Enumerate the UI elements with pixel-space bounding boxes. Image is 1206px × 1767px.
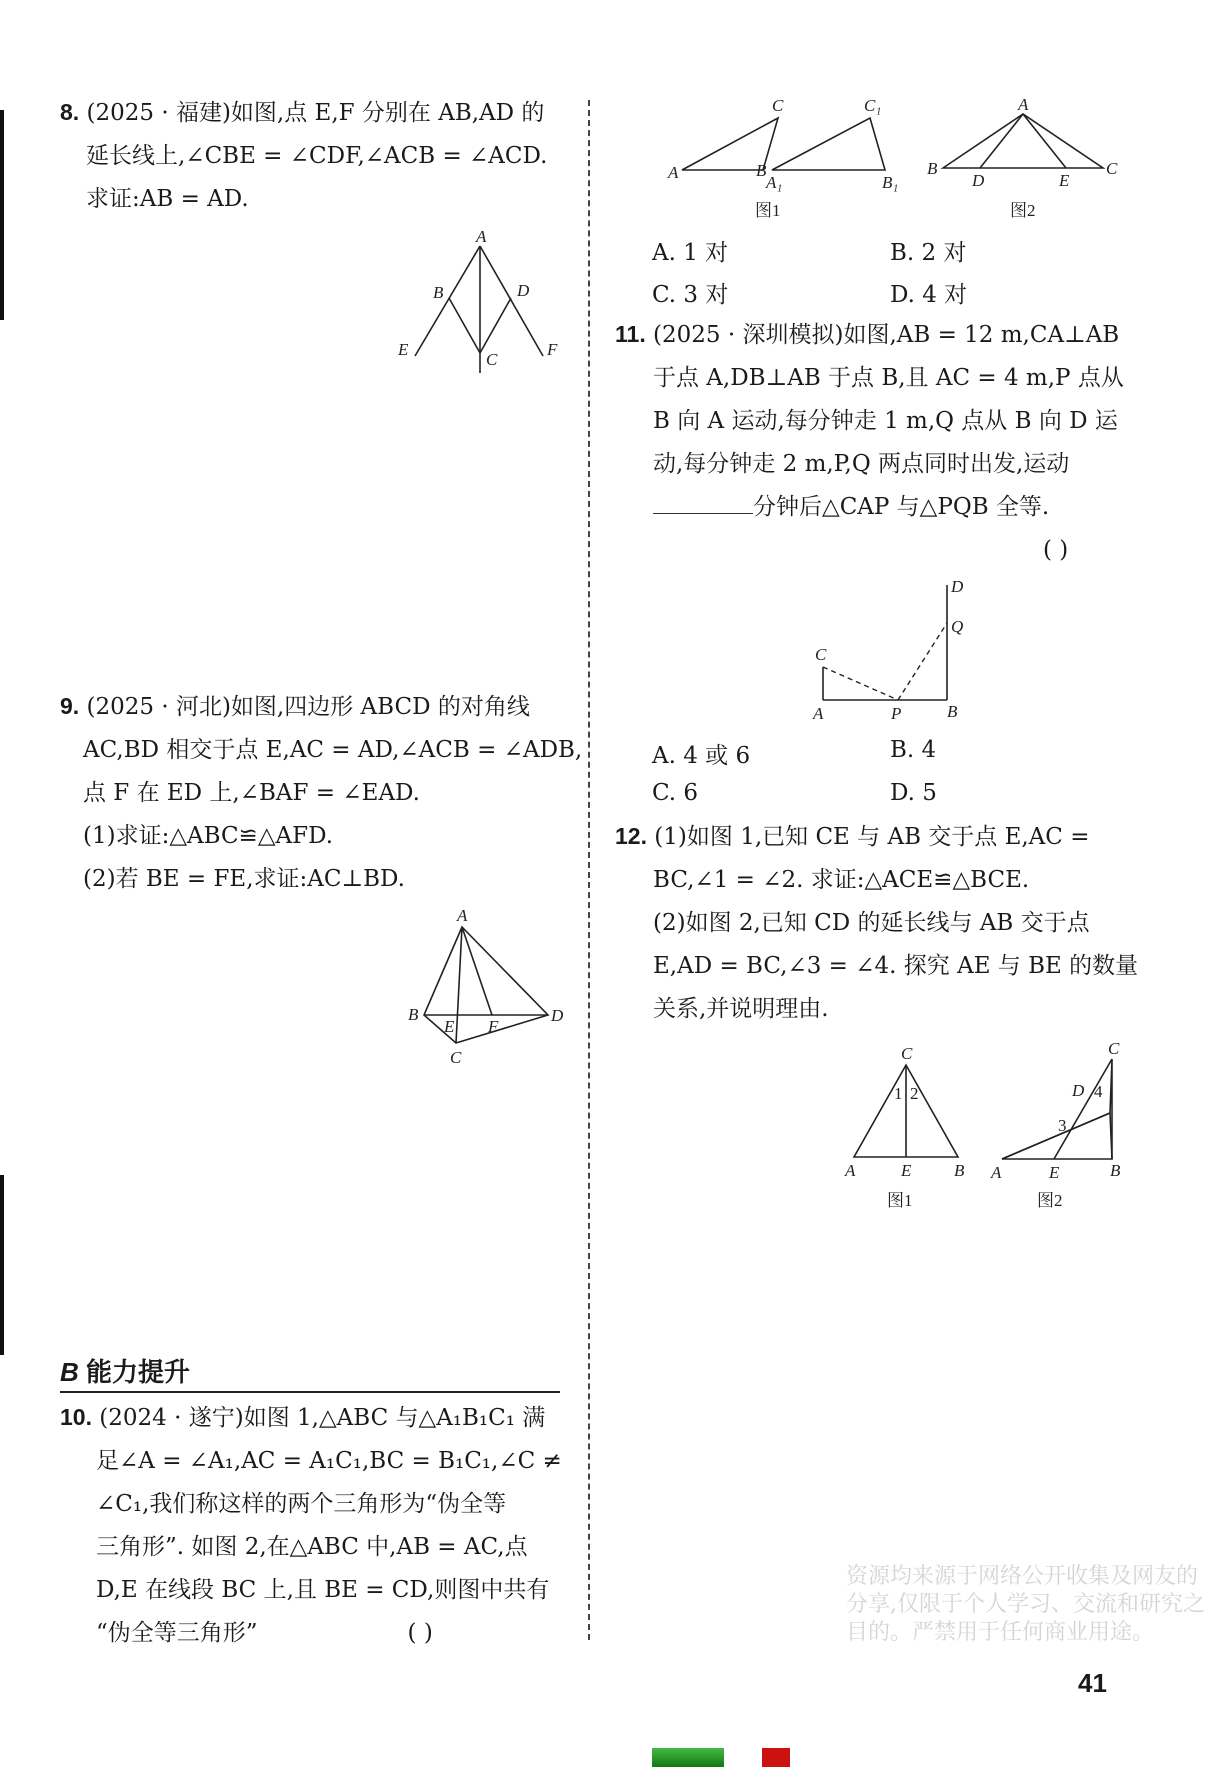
point-label: C bbox=[1106, 159, 1118, 178]
question-text-line: (2024 · 遂宁)如图 1,△ABC 与△A₁B₁C₁ 满 bbox=[99, 1405, 546, 1431]
question-text-line: (2025 · 深圳模拟)如图,AB = 12 m,CA⊥AB bbox=[653, 322, 1120, 348]
question-text-line: BC,∠1 = ∠2. 求证:△ACE≌△BCE. bbox=[653, 867, 1030, 893]
point-label: C bbox=[815, 645, 827, 664]
point-label: P bbox=[891, 704, 902, 723]
answer-blank[interactable] bbox=[653, 513, 753, 514]
figure-q10 bbox=[660, 88, 1120, 228]
question-text-line: 三角形”. 如图 2,在△ABC 中,AB = AC,点 bbox=[96, 1534, 528, 1560]
point-label: E bbox=[1049, 1163, 1060, 1182]
point-label: C bbox=[1108, 1039, 1120, 1058]
angle-label: 2 bbox=[910, 1084, 919, 1103]
option-a[interactable]: A. 1 对 bbox=[652, 240, 729, 266]
question-text-line: (1)求证:△ABC≌△AFD. bbox=[83, 823, 334, 849]
point-label: B bbox=[1110, 1161, 1121, 1180]
option-d[interactable]: D. 4 对 bbox=[890, 282, 968, 308]
point-label: E bbox=[1059, 171, 1070, 190]
option-b[interactable]: B. 2 对 bbox=[890, 240, 967, 266]
point-label: B bbox=[433, 283, 444, 302]
question-text-line: 点 F 在 ED 上,∠BAF = ∠EAD. bbox=[83, 780, 420, 806]
figure-caption: 图2 bbox=[1010, 201, 1036, 220]
question-text-line: 分钟后△CAP 与△PQB 全等. bbox=[753, 494, 1050, 520]
question-text-line: AC,BD 相交于点 E,AC = AD,∠ACB = ∠ADB, bbox=[83, 737, 583, 763]
point-label: A bbox=[813, 704, 824, 723]
question-8 bbox=[60, 91, 547, 221]
angle-label: 1 bbox=[894, 1084, 903, 1103]
point-label: C₁ bbox=[864, 96, 882, 115]
question-9 bbox=[60, 685, 582, 901]
point-label: B bbox=[947, 702, 958, 721]
point-label: D bbox=[1072, 1081, 1085, 1100]
point-label: A bbox=[845, 1161, 856, 1180]
column-divider bbox=[588, 100, 590, 1640]
point-label: E bbox=[398, 340, 409, 359]
point-label: A₁ bbox=[766, 173, 783, 192]
question-text-line: (2025 · 福建)如图,点 E,F 分别在 AB,AD 的 bbox=[86, 100, 545, 126]
point-label: E bbox=[901, 1161, 912, 1180]
question-10 bbox=[60, 1396, 562, 1655]
question-text-line: B 向 A 运动,每分钟走 1 m,Q 点从 B 向 D 运 bbox=[653, 408, 1118, 434]
point-label: A bbox=[476, 228, 487, 246]
question-number: 11. bbox=[615, 321, 646, 347]
footer-color-bar bbox=[652, 1748, 724, 1767]
question-text-line: “伪全等三角形” bbox=[96, 1620, 258, 1646]
left-edge-mark bbox=[0, 110, 4, 320]
figure-caption: 图1 bbox=[887, 1191, 913, 1210]
question-11 bbox=[615, 313, 1124, 572]
point-label: F bbox=[547, 340, 558, 359]
figure-q12 bbox=[840, 1035, 1140, 1215]
point-label: B bbox=[954, 1161, 965, 1180]
point-label: A bbox=[457, 906, 468, 925]
option-c[interactable]: C. 6 bbox=[652, 780, 699, 806]
point-label: C bbox=[486, 350, 498, 369]
question-text-line: (2)如图 2,已知 CD 的延长线与 AB 交于点 bbox=[653, 910, 1090, 936]
question-text-line: (2025 · 河北)如图,四边形 ABCD 的对角线 bbox=[86, 694, 530, 720]
section-header bbox=[60, 1352, 560, 1393]
figure-q9 bbox=[400, 905, 570, 1075]
question-text-line: ∠C₁,我们称这样的两个三角形为“伪全等 bbox=[96, 1491, 507, 1517]
question-text-line: E,AD = BC,∠3 = ∠4. 探究 AE 与 BE 的数量 bbox=[653, 953, 1139, 979]
watermark: 资源均来源于网络公开收集及网友的分享,仅限于个人学习、交流和研究之目的。严禁用于任何商业用途。 bbox=[846, 1564, 1205, 1645]
option-b[interactable]: B. 4 bbox=[890, 737, 937, 763]
point-label: C bbox=[772, 96, 784, 115]
angle-label: 3 bbox=[1058, 1116, 1067, 1135]
point-label: B bbox=[408, 1005, 419, 1024]
option-a[interactable]: A. 4 或 6 bbox=[652, 743, 751, 769]
point-label: F bbox=[488, 1017, 499, 1036]
option-d[interactable]: D. 5 bbox=[890, 780, 937, 806]
point-label: C bbox=[901, 1044, 913, 1063]
question-text-line: 于点 A,DB⊥AB 于点 B,且 AC = 4 m,P 点从 bbox=[653, 365, 1124, 391]
answer-bracket: ( ) bbox=[1043, 537, 1069, 563]
left-edge-mark bbox=[0, 1175, 4, 1355]
section-title: 能力提升 bbox=[86, 1357, 191, 1387]
question-text-line: 延长线上,∠CBE = ∠CDF,∠ACB = ∠ACD. bbox=[86, 143, 548, 169]
question-number: 9. bbox=[60, 693, 80, 719]
question-number: 8. bbox=[60, 99, 80, 125]
point-label: D bbox=[972, 171, 985, 190]
question-text-line: (2)若 BE = FE,求证:AC⊥BD. bbox=[83, 866, 405, 892]
point-label: D bbox=[951, 577, 964, 596]
point-label: E bbox=[444, 1017, 455, 1036]
point-label: A bbox=[991, 1163, 1002, 1182]
figure-caption: 图2 bbox=[1037, 1191, 1063, 1210]
question-number: 12. bbox=[615, 823, 647, 849]
question-text-line: (1)如图 1,已知 CE 与 AB 交于点 E,AC = bbox=[654, 824, 1090, 850]
question-text-line: 足∠A = ∠A₁,AC = A₁C₁,BC = B₁C₁,∠C ≠ bbox=[96, 1448, 562, 1474]
angle-label: 4 bbox=[1094, 1082, 1103, 1101]
point-label: B₁ bbox=[882, 173, 899, 192]
point-label: D bbox=[517, 281, 530, 300]
answer-bracket: ( ) bbox=[407, 1620, 433, 1646]
question-text-line: D,E 在线段 BC 上,且 BE = CD,则图中共有 bbox=[96, 1577, 550, 1603]
figure-q11 bbox=[805, 575, 985, 725]
question-text-line: 求证:AB = AD. bbox=[86, 186, 249, 212]
question-number: 10. bbox=[60, 1404, 92, 1430]
figure-q8 bbox=[395, 228, 575, 378]
section-letter: B bbox=[60, 1357, 79, 1387]
point-label: B bbox=[927, 159, 938, 178]
figure-caption: 图1 bbox=[755, 201, 781, 220]
question-12 bbox=[615, 815, 1138, 1031]
option-c[interactable]: C. 3 对 bbox=[652, 282, 729, 308]
point-label: Q bbox=[951, 617, 964, 636]
point-label: A bbox=[668, 163, 679, 182]
point-label: D bbox=[551, 1006, 564, 1025]
question-text-line: 关系,并说明理由. bbox=[653, 996, 829, 1022]
point-label: B bbox=[756, 161, 767, 180]
question-text-line: 动,每分钟走 2 m,P,Q 两点同时出发,运动 bbox=[653, 451, 1070, 477]
point-label: C bbox=[450, 1048, 462, 1067]
point-label: A bbox=[1018, 95, 1029, 114]
footer-color-bar bbox=[762, 1748, 790, 1767]
page-number: 41 bbox=[1078, 1668, 1107, 1698]
